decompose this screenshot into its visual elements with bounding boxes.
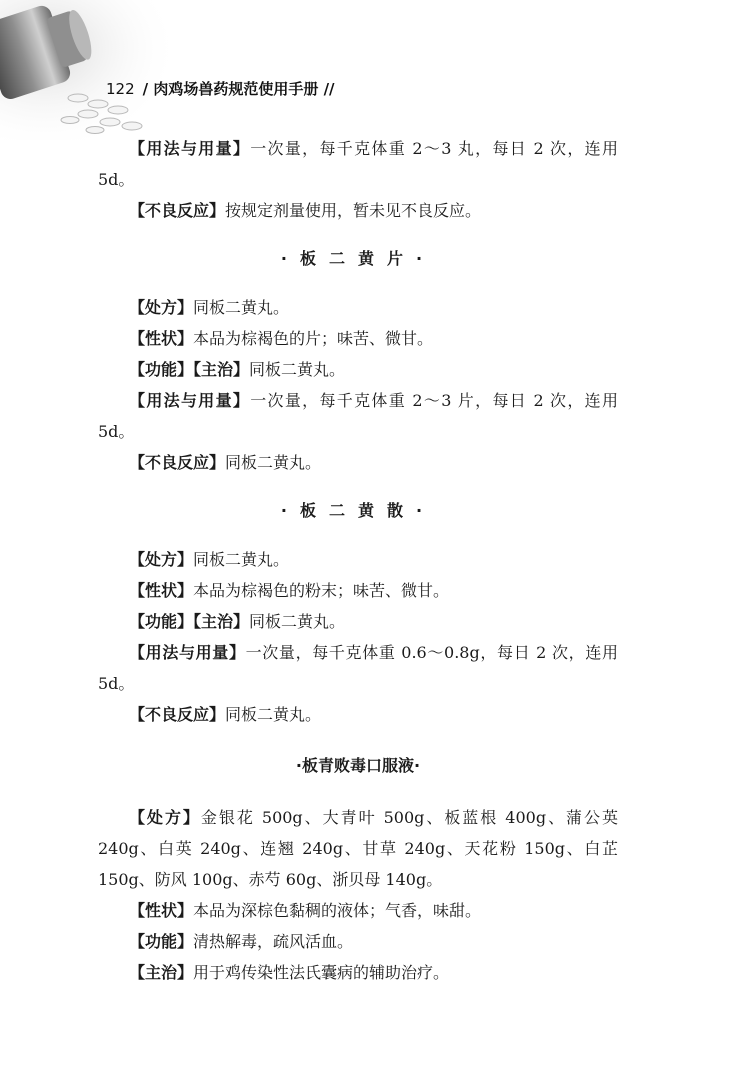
character-label: 【性状】	[129, 329, 194, 348]
running-header	[106, 78, 335, 99]
character-paragraph	[98, 575, 618, 606]
medicine-bottle-illustration	[0, 0, 180, 140]
function-label: 【功能】【主治】	[129, 612, 250, 631]
usage-label: 【用法与用量】	[129, 391, 251, 410]
page-number: 122	[106, 80, 135, 98]
usage-paragraph	[98, 637, 618, 699]
function-paragraph	[98, 606, 618, 637]
function-paragraph	[98, 354, 618, 385]
character-text: 本品为棕褐色的粉末；味苦、微甘。	[193, 581, 450, 600]
function-label: 【功能】	[129, 932, 194, 951]
formula-paragraph	[98, 802, 618, 895]
character-text: 本品为棕褐色的片；味苦、微甘。	[193, 329, 434, 348]
formula-text: 同板二黄丸。	[193, 298, 290, 317]
adverse-text: 同板二黄丸。	[225, 705, 322, 724]
formula-label: 【处方】	[129, 550, 194, 569]
adverse-label: 【不良反应】	[129, 201, 226, 220]
indication-label: 【主治】	[129, 963, 194, 982]
function-text: 清热解毒，疏风活血。	[193, 932, 354, 951]
function-paragraph	[98, 926, 618, 957]
usage-label: 【用法与用量】	[129, 643, 246, 662]
formula-label: 【处方】	[129, 298, 194, 317]
formula-label: 【处方】	[129, 808, 201, 827]
formula-text: 金银花 500g、大青叶 500g、板蓝根 400g、蒲公英 240g、白英 240g、连翘 240g、甘草 240g、天花粉 150g、白芷 150g、防风 100g、赤芍 60g、浙贝母 140g。	[98, 808, 618, 889]
function-text: 同板二黄丸。	[249, 360, 346, 379]
adverse-label: 【不良反应】	[129, 453, 226, 472]
section-title: ·板青败毒口服液·	[295, 756, 421, 775]
character-label: 【性状】	[129, 901, 194, 920]
adverse-paragraph	[98, 699, 618, 730]
page-body	[98, 133, 618, 988]
formula-paragraph	[98, 292, 618, 323]
character-text: 本品为深棕色黏稠的液体；气香，味甜。	[193, 901, 482, 920]
usage-paragraph	[98, 133, 618, 195]
usage-text: 一次量，每千克体重 2～3 丸，每日 2 次，连用 5d。	[98, 139, 618, 189]
formula-paragraph	[98, 544, 618, 575]
section-title: ·板二黄散·	[280, 501, 436, 520]
adverse-label: 【不良反应】	[129, 705, 226, 724]
usage-paragraph	[98, 385, 618, 447]
running-title: / 肉鸡场兽药规范使用手册 //	[142, 80, 335, 98]
usage-text: 一次量，每千克体重 2～3 片，每日 2 次，连用 5d。	[98, 391, 618, 441]
section-title: ·板二黄片·	[280, 249, 436, 268]
adverse-text: 同板二黄丸。	[225, 453, 322, 472]
adverse-paragraph	[98, 195, 618, 226]
indication-paragraph	[98, 957, 618, 988]
character-paragraph	[98, 323, 618, 354]
formula-text: 同板二黄丸。	[193, 550, 290, 569]
character-paragraph	[98, 895, 618, 926]
indication-text: 用于鸡传染性法氏囊病的辅助治疗。	[193, 963, 450, 982]
adverse-paragraph	[98, 447, 618, 478]
usage-text: 一次量，每千克体重 0.6～0.8g，每日 2 次，连用 5d。	[98, 643, 618, 693]
function-label: 【功能】【主治】	[129, 360, 250, 379]
character-label: 【性状】	[129, 581, 194, 600]
usage-label: 【用法与用量】	[129, 139, 251, 158]
function-text: 同板二黄丸。	[249, 612, 346, 631]
adverse-text: 按规定剂量使用，暂未见不良反应。	[225, 201, 482, 220]
